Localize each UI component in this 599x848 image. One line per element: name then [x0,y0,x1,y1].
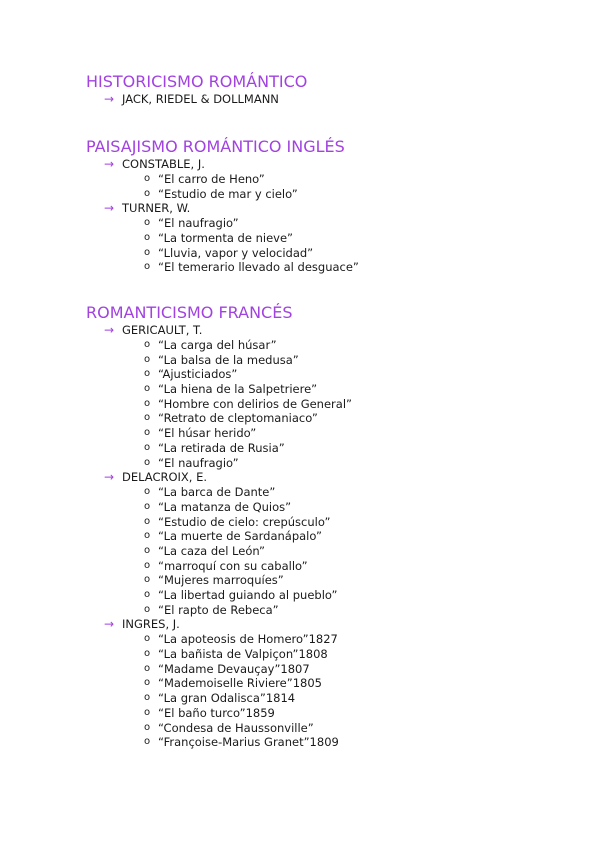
work-item [86,544,352,559]
work-title: “Retrato de cleptomaniaco” [158,411,318,426]
bullet-icon: o [144,574,151,586]
work-item [86,338,352,353]
work-title: “La tormenta de nieve” [158,231,293,246]
work-title: “La matanza de Quios” [158,499,292,514]
work-item [86,500,352,515]
work-title: “Mademoiselle Riviere”1805 [158,676,322,691]
work-title: “Estudio de cielo: crepúsculo” [158,514,331,529]
work-item [86,662,352,677]
section-historicismo [86,72,307,107]
work-item [86,246,359,261]
work-item [86,588,352,603]
work-title: “Condesa de Haussonville” [158,720,314,735]
work-title: “La caza del León” [158,543,265,558]
work-title: “Hombre con delirios de General” [158,396,352,411]
bullet-icon: o [144,603,151,615]
work-item [86,426,352,441]
bullet-icon: o [144,515,151,527]
bullet-icon: o [144,648,151,660]
author-name: JACK, RIEDEL & DOLLMANN [122,92,279,106]
bullet-icon: o [144,589,151,600]
work-item [86,382,352,397]
arrow-icon: → [104,157,115,171]
author-name: GERICAULT, T. [122,323,203,337]
work-item [86,216,359,231]
work-item [86,260,359,275]
work-item [86,647,352,662]
bullet-icon: o [144,500,151,512]
work-item [86,632,352,647]
work-title: “El naufragio” [158,455,239,470]
work-title: “El naufragio” [158,216,239,231]
section-heading: HISTORICISMO ROMÁNTICO [86,72,308,91]
work-title: “La retirada de Rusia” [158,440,285,455]
work-item [86,559,352,574]
work-title: “El temerario llevado al desguace” [158,260,359,275]
author-line [86,201,359,216]
bullet-icon: o [144,173,151,184]
work-item [86,485,352,500]
arrow-icon: → [104,323,115,337]
author-name: TURNER, W. [122,201,191,216]
bullet-icon: o [144,261,151,273]
bullet-icon: o [144,353,151,365]
bullet-icon: o [144,412,151,424]
bullet-icon: o [144,677,151,689]
bullet-icon: o [144,232,151,244]
work-item [86,411,352,426]
work-title: “La balsa de la medusa” [158,352,299,367]
author-line [86,617,352,632]
author-name: CONSTABLE, J. [122,157,205,171]
work-item [86,231,359,246]
work-item [86,172,359,187]
bullet-icon: o [144,383,151,395]
bullet-icon: o [144,397,151,409]
author-name: DELACROIX, E. [122,470,208,485]
section-romanticismo-frances [86,303,352,750]
work-item [86,721,352,736]
work-title: “La gran Odalisca”1814 [158,691,296,706]
work-title: “El baño turco”1859 [158,705,275,720]
work-title: “La bañista de Valpiçon”1808 [158,647,328,662]
work-title: “El rapto de Rebeca” [158,602,279,617]
bullet-icon: o [144,339,151,350]
work-item [86,676,352,691]
work-title: “La muerte de Sardanápalo” [158,529,322,544]
bullet-icon: o [144,187,151,199]
bullet-icon: o [144,633,151,645]
work-title: “El carro de Heno” [158,172,265,186]
bullet-icon: o [144,456,151,468]
bullet-icon: o [144,544,151,556]
bullet-icon: o [144,736,151,748]
work-title: “El húsar herido” [158,426,257,441]
work-title: “Madame Devauçay”1807 [158,661,310,676]
work-item [86,187,359,202]
arrow-icon: → [104,617,115,632]
arrow-icon: → [104,92,115,106]
arrow-icon: → [104,470,115,485]
bullet-icon: o [144,662,151,674]
section-heading: ROMANTICISMO FRANCÉS [86,303,293,322]
bullet-icon: o [144,559,151,571]
section-heading: PAISAJISMO ROMÁNTICO INGLÉS [86,137,345,156]
work-item [86,441,352,456]
work-title: “marroquí con su caballo” [158,558,308,573]
work-item [86,456,352,471]
bullet-icon: o [144,368,151,380]
work-item [86,603,352,618]
work-item [86,691,352,706]
bullet-icon: o [144,486,151,498]
author-line [86,323,352,338]
arrow-icon: → [104,201,115,216]
work-item [86,397,352,412]
section-paisajismo [86,137,359,275]
work-title: “Lluvia, vapor y velocidad” [158,245,314,260]
bullet-icon: o [144,692,151,704]
bullet-icon: o [144,530,151,542]
bullet-icon: o [144,246,151,258]
bullet-icon: o [144,427,151,439]
work-item [86,367,352,382]
work-title: “Estudio de mar y cielo” [158,186,298,201]
bullet-icon: o [144,721,151,733]
work-title: “La hiena de la Salpetriere” [158,382,318,397]
work-item [86,706,352,721]
work-item [86,573,352,588]
work-item [86,353,352,368]
work-item [86,529,352,544]
author-name: INGRES, J. [122,617,180,632]
author-line [86,470,352,485]
bullet-icon: o [144,441,151,453]
work-title: “La apoteosis de Homero”1827 [158,632,338,647]
work-title: “Ajusticiados” [158,367,238,382]
bullet-icon: o [144,217,151,229]
work-title: “La carga del húsar” [158,338,277,352]
author-line [86,157,359,172]
work-title: “Mujeres marroquíes” [158,573,284,588]
work-title: “Françoise-Marius Granet”1809 [158,735,339,750]
work-item [86,515,352,530]
work-title: “La libertad guiando al pueblo” [158,588,338,602]
work-title: “La barca de Dante” [158,485,276,500]
work-item [86,735,352,750]
bullet-icon: o [144,706,151,718]
author-line [86,92,307,107]
